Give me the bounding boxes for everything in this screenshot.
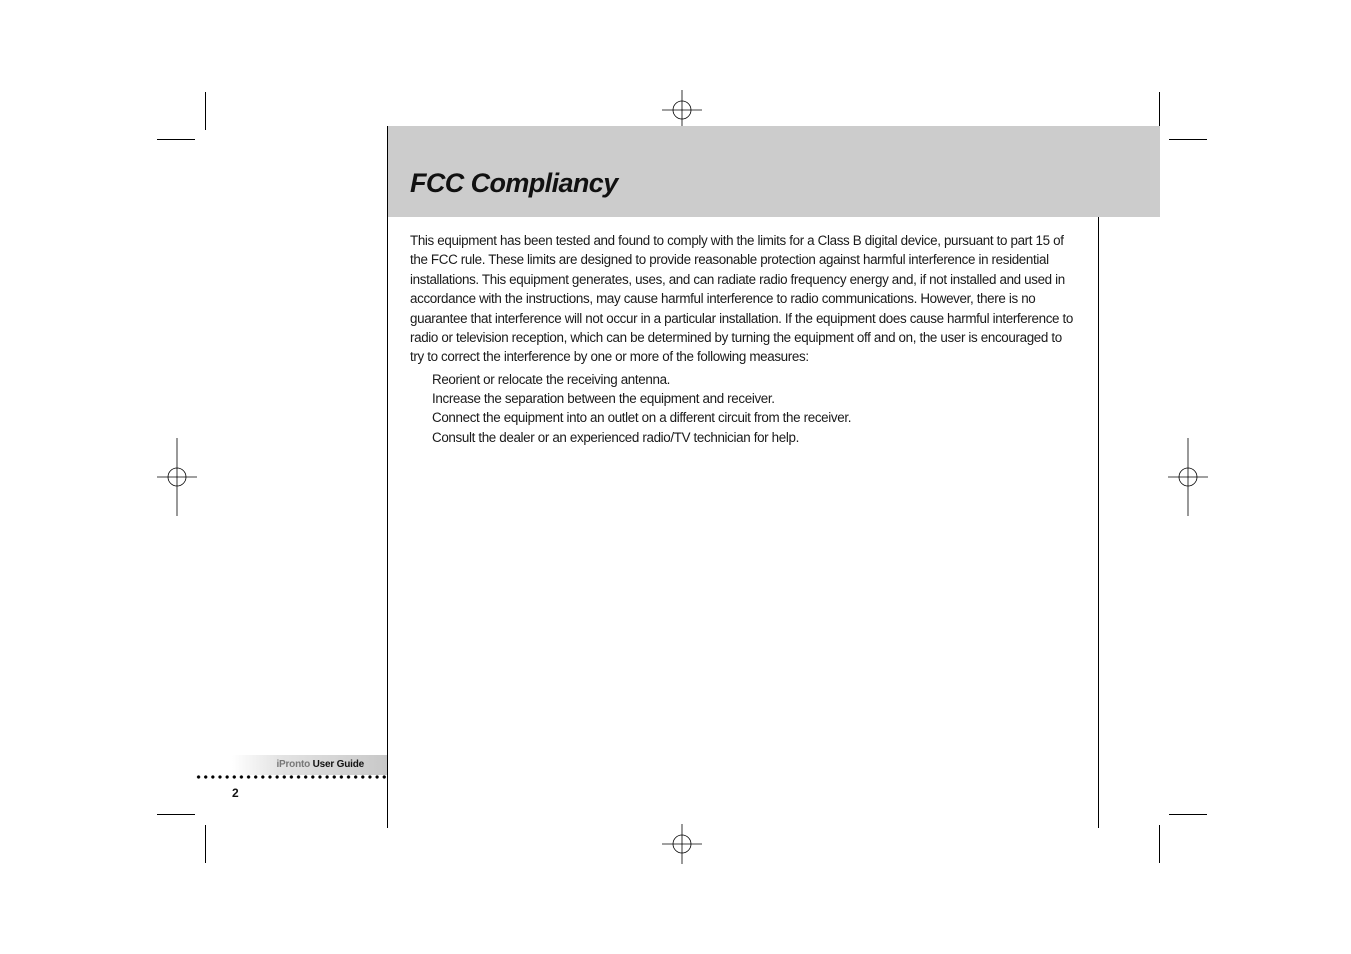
- list-item: Connect the equipment into an outlet on a different circuit from the receiver.: [432, 410, 852, 426]
- crop-mark: [1159, 825, 1160, 863]
- page-frame-left: [387, 126, 388, 828]
- body-paragraph: This equipment has been tested and found to comply with the limits for a Class B digital device, pursuant to part 15 of the FCC rule. These limits are designed to provide reasonable protection against harmful interference in residential installations. This equipment generates, uses, and can radiate radio frequency energy and, if not installed and used in accordance with the instructions, may cause harmful interference to radio communications. However, there is no guarantee that interference will not occur in a particular installation. If the equipment does cause harmful interference to radio or television reception, which can be determined by turning the equipment off and on, the user is encouraged to try to correct the interference by one or more of the following measures:: [410, 233, 1073, 365]
- list-item: Reorient or relocate the receiving antenna.: [432, 372, 671, 387]
- list-item: Increase the separation between the equipment and receiver.: [432, 391, 775, 407]
- page-frame-right: [1098, 217, 1099, 828]
- crop-mark: [157, 814, 195, 815]
- page-number: 2: [232, 786, 239, 800]
- crop-mark: [205, 825, 206, 863]
- registration-mark-top: [662, 90, 702, 130]
- crop-mark: [1169, 139, 1207, 140]
- crop-mark: [1169, 814, 1207, 815]
- footer-label: [276, 759, 364, 770]
- dotted-rule: [195, 774, 388, 780]
- footer-brand: iPronto: [276, 759, 311, 770]
- footer-guide-title: User Guide: [312, 759, 364, 770]
- registration-mark-right: [1168, 438, 1208, 516]
- list-item: Consult the dealer or an experienced radio/TV technician for help.: [432, 429, 799, 445]
- registration-mark-bottom: [662, 824, 702, 864]
- footer-tab: [232, 755, 387, 775]
- crop-mark: [205, 92, 206, 130]
- page-title: FCC Compliancy: [410, 168, 618, 198]
- crop-mark: [1159, 92, 1160, 130]
- crop-mark: [157, 139, 195, 140]
- registration-mark-left: [157, 438, 197, 516]
- measures-list: [432, 370, 851, 447]
